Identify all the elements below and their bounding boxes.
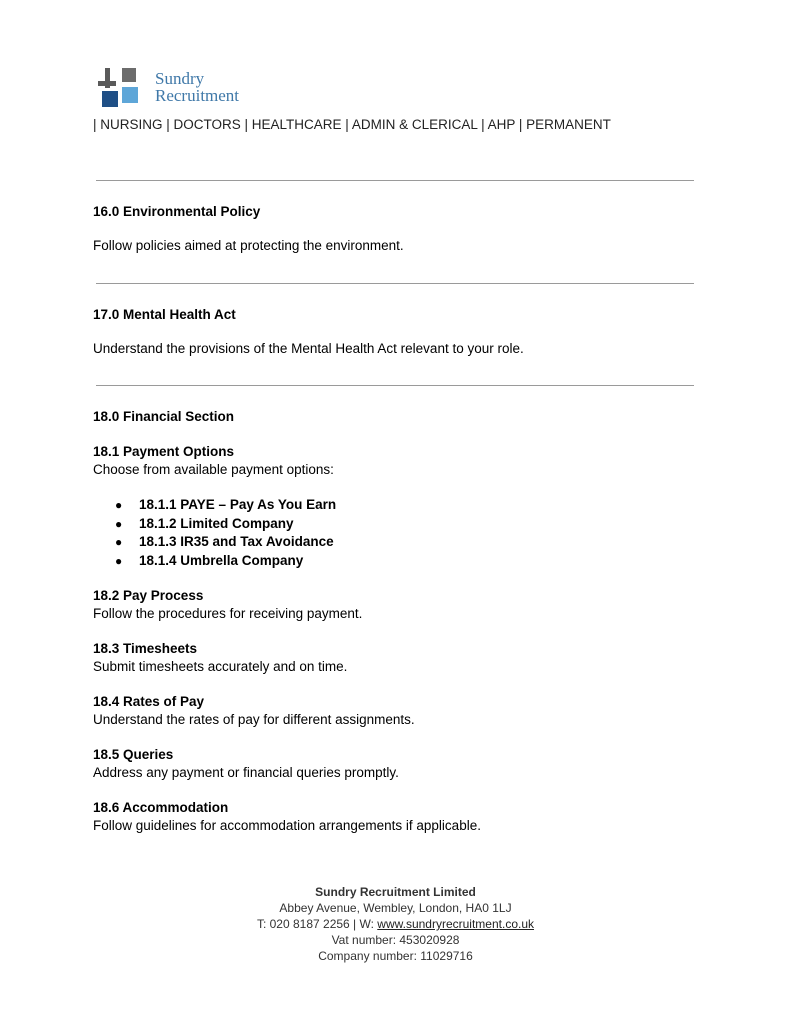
section-18-heading: 18.0 Financial Section	[93, 409, 235, 424]
section-18-5-heading: 18.5 Queries	[93, 747, 174, 762]
divider	[96, 283, 694, 284]
list-item	[115, 552, 336, 571]
logo-wordmark	[155, 70, 239, 104]
list-item-label: 18.1.2 Limited Company	[139, 515, 294, 531]
section-18-1-body: Choose from available payment options:	[93, 462, 334, 477]
section-17-body: Understand the provisions of the Mental Health Act relevant to your role.	[93, 341, 524, 356]
payment-options-list	[115, 496, 336, 571]
list-item-label: 18.1.3 IR35 and Tax Avoidance	[139, 534, 334, 550]
logo-line-2: Recruitment	[155, 86, 240, 105]
bullet-icon: ●	[115, 498, 123, 512]
section-18-3-heading: 18.3 Timesheets	[93, 641, 198, 656]
footer-vat: Vat number: 453020928	[331, 933, 460, 947]
logo-mark-icon	[97, 64, 149, 110]
section-18-4-heading: 18.4 Rates of Pay	[93, 694, 205, 709]
section-18-6-body: Follow guidelines for accommodation arrangements if applicable.	[93, 818, 481, 833]
list-item	[115, 496, 336, 515]
section-16-heading: 16.0 Environmental Policy	[93, 204, 261, 219]
footer-company-number: Company number: 11029716	[318, 949, 473, 963]
bullet-icon: ●	[115, 516, 123, 531]
bullet-icon: ●	[115, 535, 123, 550]
section-18-1-heading: 18.1 Payment Options	[93, 444, 235, 459]
list-item-label: 18.1.4 Umbrella Company	[139, 553, 304, 569]
footer-company-name: Sundry Recruitment Limited	[315, 885, 476, 899]
divider	[96, 385, 694, 386]
website-link[interactable]: www.sundryrecruitment.co.uk	[377, 917, 535, 931]
section-18-6-heading: 18.6 Accommodation	[93, 800, 229, 815]
services-tagline: | NURSING | DOCTORS | HEALTHCARE | ADMIN & CLERICAL | AHP | PERMANENT	[93, 117, 611, 132]
footer-contact	[0, 916, 791, 932]
section-18-4-body: Understand the rates of pay for different assignments.	[93, 712, 415, 727]
section-17-heading: 17.0 Mental Health Act	[93, 307, 236, 322]
footer-phone: T: 020 8187 2256 | W:	[256, 917, 378, 931]
footer-address: Abbey Avenue, Wembley, London, HA0 1LJ	[279, 901, 512, 915]
company-logo	[97, 64, 277, 114]
section-18-2-body: Follow the procedures for receiving payment.	[93, 606, 363, 621]
page-footer	[0, 884, 791, 964]
section-18-3-body: Submit timesheets accurately and on time.	[93, 659, 348, 674]
logo-line-1: Sundry	[155, 69, 205, 88]
divider	[96, 180, 694, 181]
bullet-icon: ●	[115, 554, 123, 569]
section-18-2-heading: 18.2 Pay Process	[93, 588, 204, 603]
section-18-5-body: Address any payment or financial queries promptly.	[93, 765, 399, 780]
list-item	[115, 515, 336, 534]
section-16-body: Follow policies aimed at protecting the environment.	[93, 238, 404, 253]
list-item-label: 18.1.1 PAYE – Pay As You Earn	[139, 497, 337, 512]
list-item	[115, 533, 336, 552]
